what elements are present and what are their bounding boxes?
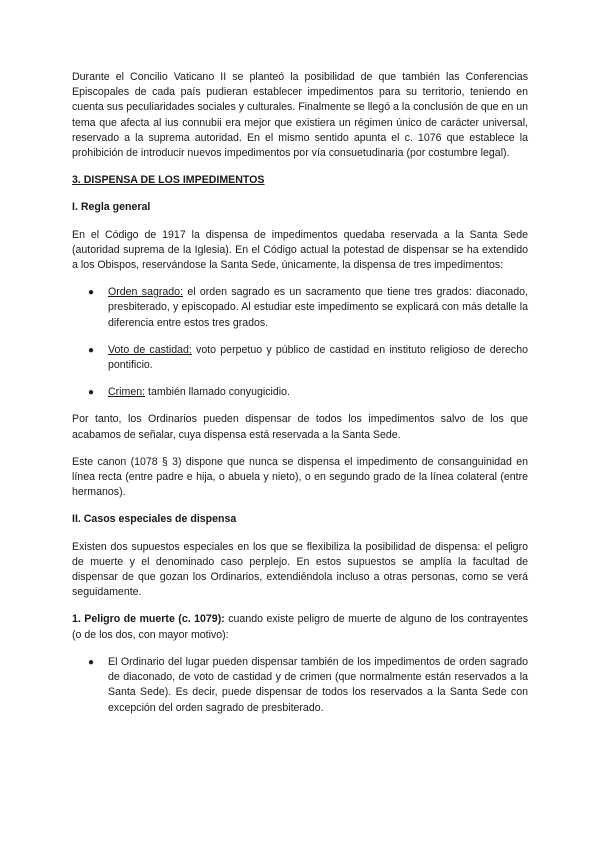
list-item: [72, 285, 528, 331]
bullet-icon: ●: [88, 287, 95, 299]
bullet-icon: ●: [88, 656, 95, 668]
document-page: [72, 70, 528, 716]
list-item: [72, 343, 528, 373]
list-item-text: el orden sagrado es un sacramento que tiene tres grados: diaconado, presbiterado, y episcopado. Al estudiar este impedimento se explicará con más detalle la diferencia entre estos tres grados.: [108, 286, 528, 329]
death-danger-text: cuando existe peligro de muerte de alguno de los contrayentes (o de los dos, con mayor motivo):: [72, 613, 529, 641]
special-paragraph-1: Existen dos supuestos especiales en los que se flexibiliza la posibilidad de dispensa: el peligro de muerte y el denominado caso perplejo. En estos supuestos se amplía la facultad de dispensar de que gozan los Ordinarios, extendiéndola incluso a otras personas, como se verá seguidamente.: [72, 540, 528, 599]
list-item: [72, 385, 528, 400]
subsection-title-general: I. Regla general: [72, 201, 151, 214]
general-paragraph-3: Este canon (1078 § 3) dispone que nunca se dispensa el impedimento de consanguinidad en línea recta (entre padre e hija, o abuela y nieto), o en segundo grado de la línea colateral (entre hermanos).: [72, 455, 528, 499]
general-paragraph-1: En el Código de 1917 la dispensa de impedimentos quedaba reservada a la Santa Sede (autoridad suprema de la Iglesia). En el Código actual la potestad de dispensar se ha extendido a los Obispos, reservándose la Santa Sede, únicamente, la dispensa de tres impedimentos:: [72, 228, 528, 272]
reserved-impediments-list: [72, 285, 528, 400]
bullet-icon: ●: [88, 387, 95, 399]
list-item-term: Orden sagrado:: [108, 286, 183, 299]
general-paragraph-2: Por tanto, los Ordinarios pueden dispensar de todos los impedimentos salvo de los que acabamos de señalar, cuya dispensa está reservada a la Santa Sede.: [72, 413, 528, 441]
intro-paragraph: Durante el Concilio Vaticano II se planteó la posibilidad de que también las Conferencias Episcopales de cada país pudieran establecer impedimentos para su territorio, teniendo en cuenta sus peculiaridades sociales y culturales. Finalmente se llegó a la conclusión de que en un tema que afecta al ius connubii era mejor que existiera un régimen único de carácter universal, reservado a la suprema autoridad. En el mismo sentido apunta el c. 1076 que establece la prohibición de introducir nuevos impedimentos por vía consuetudinaria (por costumbre legal).: [72, 71, 528, 160]
death-danger-paragraph: [72, 612, 528, 642]
list-item-term: Voto de castidad:: [108, 343, 192, 356]
list-item-text: voto perpetuo y público de castidad en instituto religioso de derecho pontificio.: [108, 343, 528, 372]
section-title: 3. DISPENSA DE LOS IMPEDIMENTOS: [72, 174, 265, 187]
list-item: [72, 655, 528, 716]
list-item-text: El Ordinario del lugar pueden dispensar también de los impedimentos de orden sagrado de diaconado, de voto de castidad y de crimen (que normalmente están reservados a la Santa Sede). Es decir, puede dispensar de todos los reservados a la Santa Sede con excepción del orden sagrado de presbiterado.: [108, 655, 528, 714]
subsection-title-special: II. Casos especiales de dispensa: [72, 513, 237, 526]
death-danger-list: [72, 655, 528, 716]
death-danger-label: 1. Peligro de muerte (c. 1079):: [72, 613, 225, 626]
bullet-icon: ●: [88, 344, 95, 356]
list-item-term: Crimen:: [108, 386, 146, 399]
list-item-text: también llamado conyugicidio.: [145, 386, 290, 399]
